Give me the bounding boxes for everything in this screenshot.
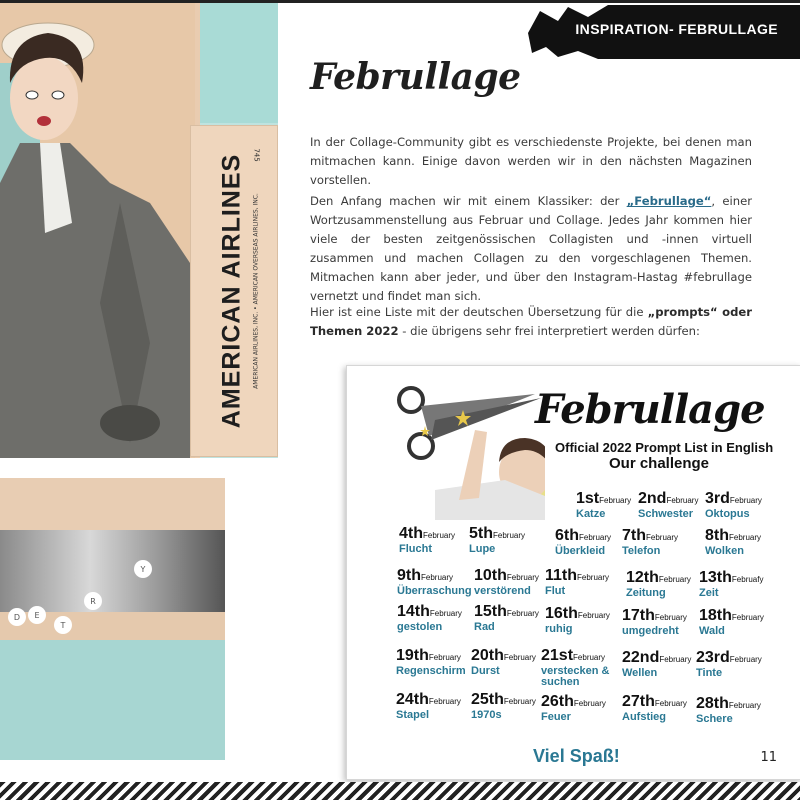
card-subtitle-challenge: Our challenge (609, 455, 710, 472)
prompt-day-2: 2ndFebruary Schwester (638, 490, 699, 520)
collage-image-top (0, 3, 278, 458)
section-label: INSPIRATION- FEBRULLAGE (575, 21, 778, 37)
card-footer: Viel Spaß! (533, 746, 620, 766)
prompt-day-18: 18thFebruary Wald (699, 607, 764, 637)
bottom-border-pattern (0, 782, 800, 800)
prompt-day-6: 6thFebruary Überkleid (555, 527, 612, 557)
prompt-day-16: 16thFebruary ruhig (545, 605, 610, 635)
article-title: Februllage (310, 56, 521, 98)
vintage-woman-illustration (0, 3, 195, 458)
prompt-day-14: 14thFebruary gestolen (397, 603, 462, 633)
paragraph-februllage (310, 192, 752, 306)
scissors-woman-illustration (395, 380, 545, 520)
prompt-day-5: 5thFebruary Lupe (469, 525, 526, 555)
ticket-airline-name: AMERICAN AIRLINES (217, 153, 246, 429)
februllage-link[interactable]: „Februllage“ (626, 194, 712, 208)
prompt-day-10: 10thFebruary verstörend (474, 567, 539, 597)
prompt-day-26: 26thFebruary Feuer (541, 693, 606, 723)
prompt-day-25: 25thFebruary 1970s (471, 691, 536, 721)
airline-ticket (190, 125, 278, 457)
card-title: Februllage (535, 386, 765, 433)
letter-dot: R (84, 592, 102, 610)
prompts-bold-text: „prompts“ oder Themen 2022 (310, 305, 752, 338)
prompt-day-7: 7thFebruary Telefon (622, 527, 679, 557)
prompt-day-1: 1stFebruary Katze (576, 490, 632, 520)
prompt-list-card (346, 365, 800, 780)
prompt-day-20: 20thFebruary Durst (471, 647, 536, 677)
prompt-day-17: 17thFebruary umgedreht (622, 607, 687, 637)
page-number: 11 (760, 750, 777, 765)
collage-image-bottom (0, 478, 225, 760)
prompt-day-4: 4thFebruary Flucht (399, 525, 456, 555)
letter-dot: D (8, 608, 26, 626)
paragraph-text: - die übrigens sehr frei interpretiert werden dürfen: (398, 324, 700, 338)
prompt-day-13: 13thFebruafy Zeit (699, 569, 764, 599)
letter-dot: E (28, 606, 46, 624)
prompt-day-15: 15thFebruary Rad (474, 603, 539, 633)
letter-dot: Y (134, 560, 152, 578)
prompt-day-19: 19thFebruary Regenschirm (396, 647, 466, 677)
paragraph-text: Hier ist eine Liste mit der deutschen Übersetzung für die (310, 305, 648, 319)
prompt-day-21: 21stFebruary verstecken & suchen (541, 647, 610, 688)
collage-teal-paper (0, 640, 225, 760)
prompt-day-8: 8thFebruary Wolken (705, 527, 762, 557)
paragraph-prompts (310, 303, 752, 341)
teal-paper (198, 3, 278, 123)
letter-dot: T (54, 616, 72, 634)
card-subtitle: Official 2022 Prompt List in English (555, 440, 774, 455)
prompt-day-28: 28thFebruary Schere (696, 695, 761, 725)
paragraph-intro: In der Collage-Community gibt es verschiedenste Projekte, bei denen man mitmachen kann. Einige davon werden wir in den nächsten Magazinen vorstellen. (310, 135, 752, 187)
prompt-day-9: 9thFebruary Überraschung (397, 567, 472, 597)
prompt-day-27: 27thFebruary Aufstieg (622, 693, 687, 723)
collage-face-photo (0, 530, 225, 612)
prompt-day-11: 11thFebruary Flut (545, 567, 610, 597)
paragraph-text: Den Anfang machen wir mit einem Klassiker: der (310, 194, 627, 208)
prompt-day-23: 23rdFebruary Tinte (696, 649, 762, 679)
prompt-day-3: 3rdFebruary Oktopus (705, 490, 762, 520)
prompt-day-12: 12thFebruary Zeitung (626, 569, 691, 599)
prompt-day-24: 24thFebruary Stapel (396, 691, 461, 721)
ticket-fine-print: AMERICAN AIRLINES, INC. • AMERICAN OVERSEAS AIRLINES, INC. (252, 193, 260, 389)
paragraph-text: , einer Wortzusammenstellung aus Februar und Collage. Jedes Jahr kommen hier viele der besten zeitgenössischen Collagisten und -innen virtuell zusammen und machen Collagen zu den vorgeschlagenen Themen. Mitmachen kann aber jeder, und über den Instagram-Hastag #februllage vernetzt und findet man sich. (310, 194, 752, 303)
prompt-day-22: 22ndFebruary Wellen (622, 649, 692, 679)
ticket-number: 745 (252, 148, 261, 162)
